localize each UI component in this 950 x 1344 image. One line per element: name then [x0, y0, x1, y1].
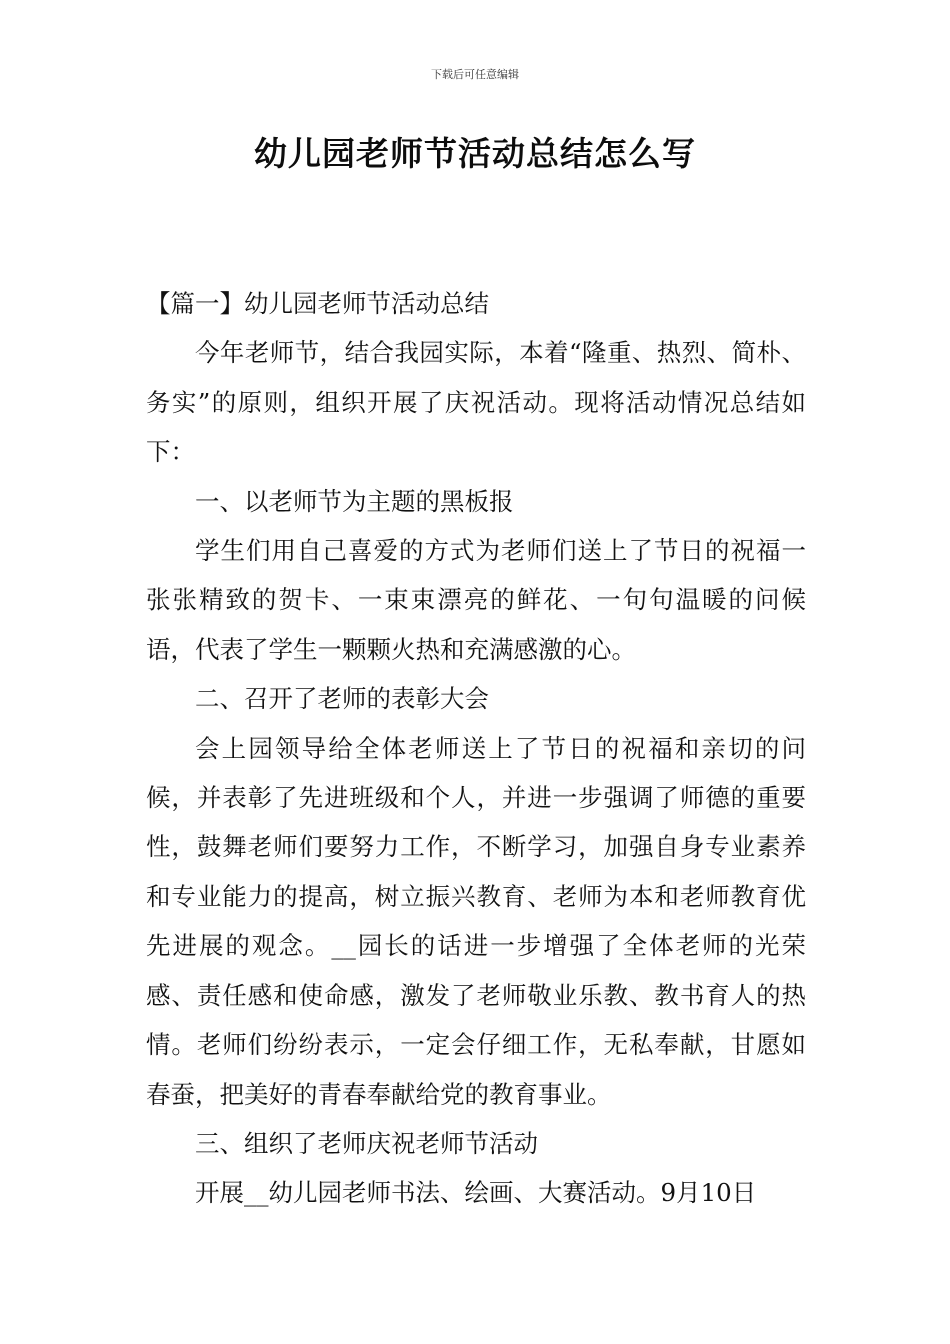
- subheading: 二、召开了老师的表彰大会: [195, 684, 489, 714]
- section-heading: 【篇一】幼儿园老师节活动总结: [146, 289, 489, 318]
- subheading: 一、以老师节为主题的黑板报: [195, 486, 514, 516]
- paragraph: 开展__幼儿园老师书法、绘画、大赛活动。9月10日: [195, 1178, 757, 1208]
- paragraph: 今年老师节，结合我园实际，本着“隆重、热烈、简朴、务实”的原则，组织开展了庆祝活动。现将活动情况总结如下：: [146, 338, 806, 467]
- document-title: 幼儿园老师节活动总结怎么写: [254, 134, 696, 173]
- subheading: 三、组织了老师庆祝老师节活动: [195, 1128, 538, 1158]
- header-note: 下载后可任意编辑: [431, 68, 519, 81]
- paragraph: 学生们用自己喜爱的方式为老师们送上了节日的祝福一张张精致的贺卡、一束束漂亮的鲜花、一句句温暖的问候语，代表了学生一颗颗火热和充满感激的心。: [146, 536, 806, 664]
- document-body: [146, 279, 806, 1218]
- paragraph: 会上园领导给全体老师送上了节日的祝福和亲切的问候，并表彰了先进班级和个人，并进一步强调了师德的重要性，鼓舞老师们要努力工作，不断学习，加强自身专业素养和专业能力的提高，树立振兴教育、老师为本和老师教育优先进展的观念。__园长的话进一步增强了全体老师的光荣感、责任感和使命感，激发了老师敬业乐教、教书育人的热情。老师们纷纷表示，一定会仔细工作，无私奉献，甘愿如春蚕，把美好的青春奉献给党的教育事业。: [146, 733, 806, 1109]
